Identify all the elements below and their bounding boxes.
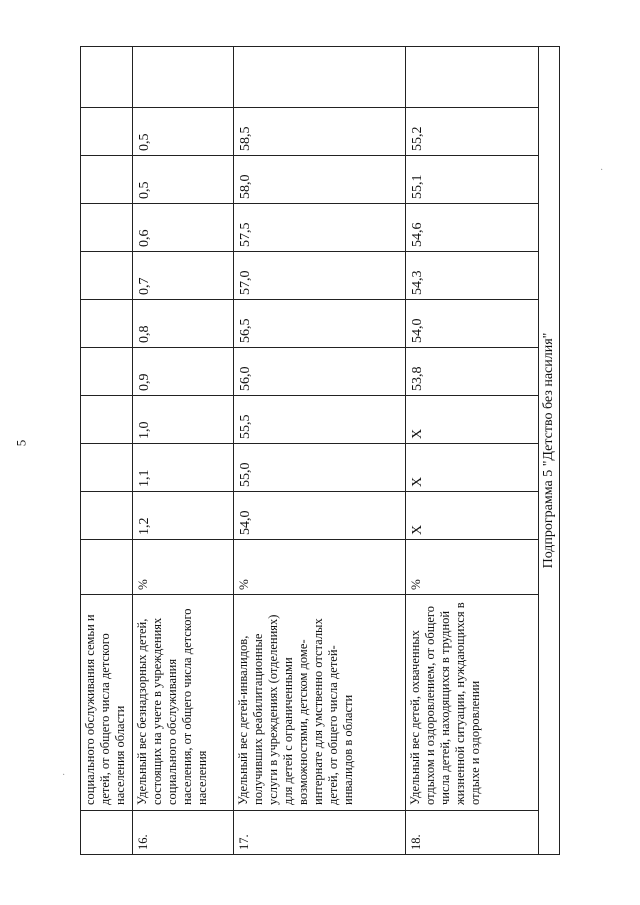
row-number: 18.	[405, 811, 538, 855]
row-value-6: 57,0	[234, 252, 405, 300]
row-number: 17.	[234, 811, 405, 855]
row-value-7: 54,6	[405, 204, 538, 252]
row-value-10	[405, 47, 538, 108]
subprogram-row	[538, 47, 559, 855]
row-number: 16.	[133, 811, 234, 855]
row-unit: %	[234, 540, 405, 595]
row-value-1	[81, 492, 133, 540]
table-row	[234, 47, 405, 855]
row-value-10	[81, 47, 133, 108]
indicators-table	[80, 46, 560, 855]
row-value-3: Х	[405, 396, 538, 444]
row-value-6	[81, 252, 133, 300]
row-value-7	[81, 204, 133, 252]
subprogram-heading: Подпрограмма 5 "Детство без насилия"	[538, 47, 559, 855]
row-value-8: 58,0	[234, 156, 405, 204]
table-row	[133, 47, 234, 855]
table-row-continued	[81, 47, 133, 855]
row-description: социального обслуживания семьи и детей, от общего числа детского населения области	[81, 595, 133, 811]
row-value-9: 55,2	[405, 108, 538, 156]
row-value-6: 54,3	[405, 252, 538, 300]
row-value-2: 1,1	[133, 444, 234, 492]
row-value-9	[81, 108, 133, 156]
row-value-8	[81, 156, 133, 204]
table-row	[405, 47, 538, 855]
row-value-9: 58,5	[234, 108, 405, 156]
row-value-9: 0,5	[133, 108, 234, 156]
row-value-7: 0,6	[133, 204, 234, 252]
row-value-4: 56,0	[234, 348, 405, 396]
row-value-3: 55,5	[234, 396, 405, 444]
row-value-3: 1,0	[133, 396, 234, 444]
row-value-5: 56,5	[234, 300, 405, 348]
row-value-8: 0,5	[133, 156, 234, 204]
row-value-2: 55,0	[234, 444, 405, 492]
row-description: Удельный вес детей, охваченных отдыхом и оздоровлением, от общего числа детей, находящихся в трудной жизненной ситуации, нуждающихся в отдыхе и оздоровлении	[405, 595, 538, 811]
row-value-10	[234, 47, 405, 108]
row-value-4	[81, 348, 133, 396]
row-value-4: 0,9	[133, 348, 234, 396]
row-unit: %	[133, 540, 234, 595]
row-number	[81, 811, 133, 855]
row-value-1: 1,2	[133, 492, 234, 540]
row-description: Удельный вес детей-инвалидов, получивших реабилитационные услуги в учреждениях (отделениях) для детей с ограниченными возможностями, детском доме-интернате для умственно отсталых детей, от общего числа детей-инвалидов в области	[234, 595, 405, 811]
row-value-2: Х	[405, 444, 538, 492]
scan-speck: ·	[600, 165, 604, 176]
row-value-5	[81, 300, 133, 348]
table-body	[81, 47, 560, 855]
row-value-1: Х	[405, 492, 538, 540]
row-description: Удельный вес безнадзорных детей, состоящих на учете в учреждениях социального обслуживания населения, от общего числа детского населения	[133, 595, 234, 811]
row-value-4: 53,8	[405, 348, 538, 396]
page-number: 5	[13, 439, 29, 447]
row-value-2	[81, 444, 133, 492]
row-value-5: 54,0	[405, 300, 538, 348]
row-value-10	[133, 47, 234, 108]
row-value-6: 0,7	[133, 252, 234, 300]
row-value-5: 0,8	[133, 300, 234, 348]
row-value-8: 55,1	[405, 156, 538, 204]
row-unit: %	[405, 540, 538, 595]
row-unit	[81, 540, 133, 595]
rotated-table-frame	[80, 95, 580, 855]
scan-speck: ·	[62, 770, 66, 781]
row-value-7: 57,5	[234, 204, 405, 252]
row-value-1: 54,0	[234, 492, 405, 540]
row-value-3	[81, 396, 133, 444]
